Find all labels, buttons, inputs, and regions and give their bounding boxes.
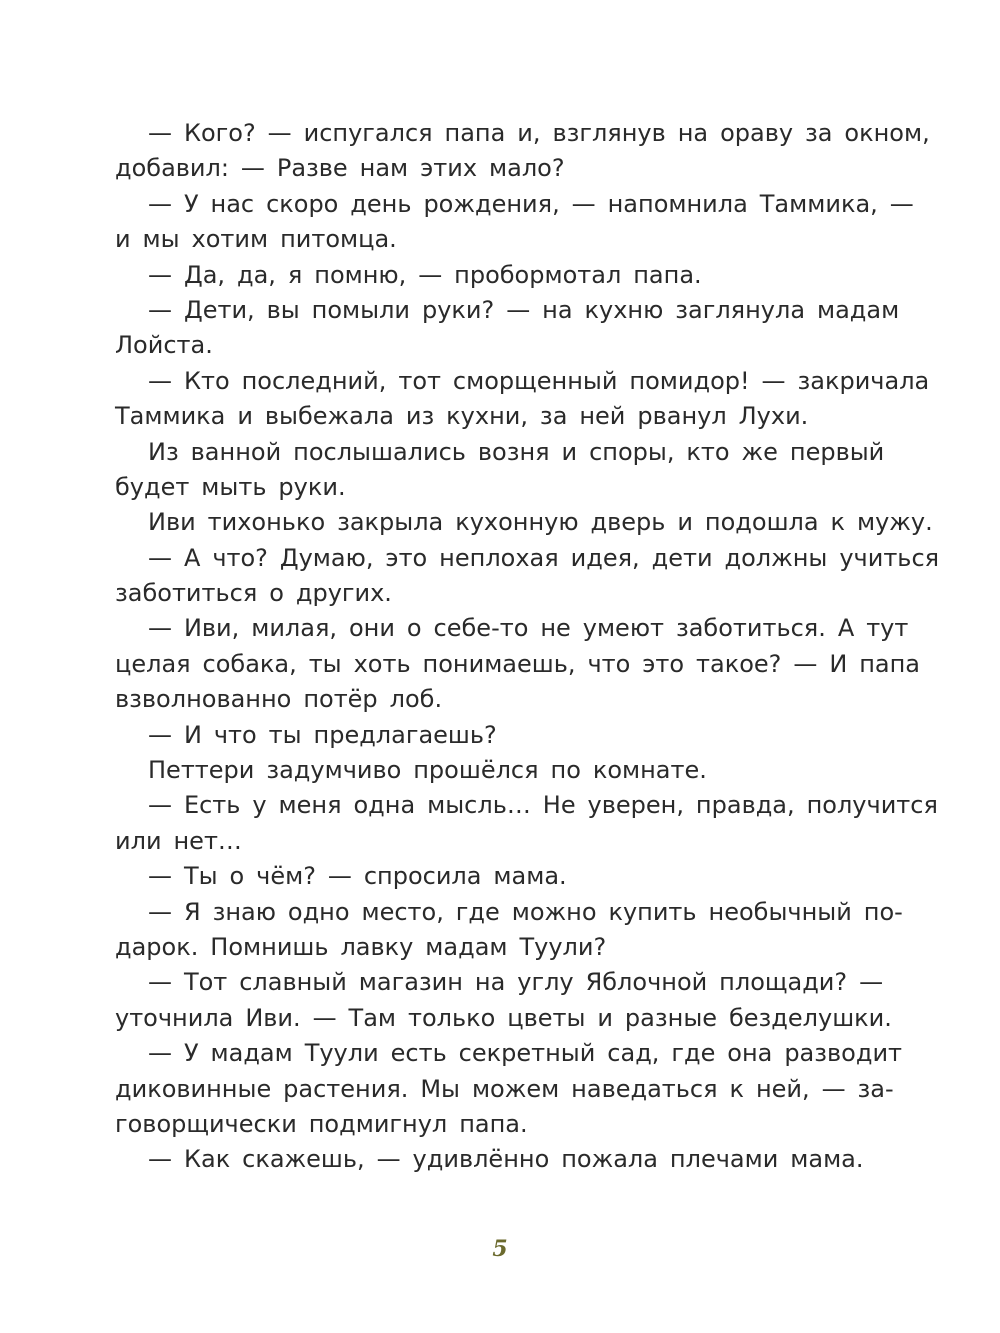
text-line: Петтери задумчиво прошёлся по комнате. <box>148 756 707 785</box>
text-line: — Как скажешь, — удивлённо пожала плечами мама. <box>148 1145 864 1174</box>
text-line: — Кого? — испугался папа и, взглянув на ораву за окном, <box>148 119 930 147</box>
text-line: — Я знаю одно место, где можно купить необычный по- <box>148 897 903 926</box>
text-line: целая собака, ты хоть понимаешь, что это такое? — И папа <box>115 649 921 678</box>
text-line: Иви тихонько закрыла кухонную дверь и подошла к мужу. <box>148 508 933 537</box>
text-line: взволнованно потёр лоб. <box>115 685 443 714</box>
text-line: — И что ты предлагаешь? <box>148 720 497 749</box>
text-line: Таммика и выбежала из кухни, за ней рванул Лухи. <box>115 402 809 431</box>
page-number: 5 <box>492 1236 508 1262</box>
text-line: — Иви, милая, они о себе-то не умеют заботиться. А тут <box>148 614 909 643</box>
text-line: говорщически подмигнул папа. <box>115 1109 528 1138</box>
text-line: — Есть у меня одна мысль… Не уверен, правда, получится <box>148 791 938 820</box>
text-line: диковинные растения. Мы можем наведаться к ней, — за- <box>115 1074 894 1103</box>
text-line: — Ты о чём? — спросила мама. <box>148 862 567 891</box>
text-line: Лойста. <box>115 331 213 360</box>
text-line: — Кто последний, тот сморщенный помидор! — закричала <box>148 366 930 395</box>
text-line: — Тот славный магазин на углу Яблочной площади? — <box>148 968 884 997</box>
text-line: заботиться о других. <box>115 579 392 608</box>
text-line: или нет… <box>115 826 242 855</box>
text-line: и мы хотим питомца. <box>115 225 397 254</box>
text-line: — У нас скоро день рождения, — напомнила Таммика, — <box>148 189 914 218</box>
text-line: дарок. Помнишь лавку мадам Туули? <box>115 932 607 961</box>
text-line: будет мыть руки. <box>115 472 346 501</box>
text-line: — Дети, вы помыли руки? — на кухню заглянула мадам <box>148 295 900 324</box>
text-line: — Да, да, я помню, — пробормотал папа. <box>148 260 702 289</box>
text-line: — А что? Думаю, это неплохая идея, дети должны учиться <box>148 543 940 572</box>
text-line: — У мадам Туули есть секретный сад, где она разводит <box>148 1039 903 1068</box>
text-line: Из ванной послышались возня и споры, кто же первый <box>148 437 885 466</box>
text-line: добавил: — Разве нам этих мало? <box>115 154 565 183</box>
text-line: уточнила Иви. — Там только цветы и разные безделушки. <box>115 1003 892 1032</box>
page-body <box>115 116 940 1178</box>
